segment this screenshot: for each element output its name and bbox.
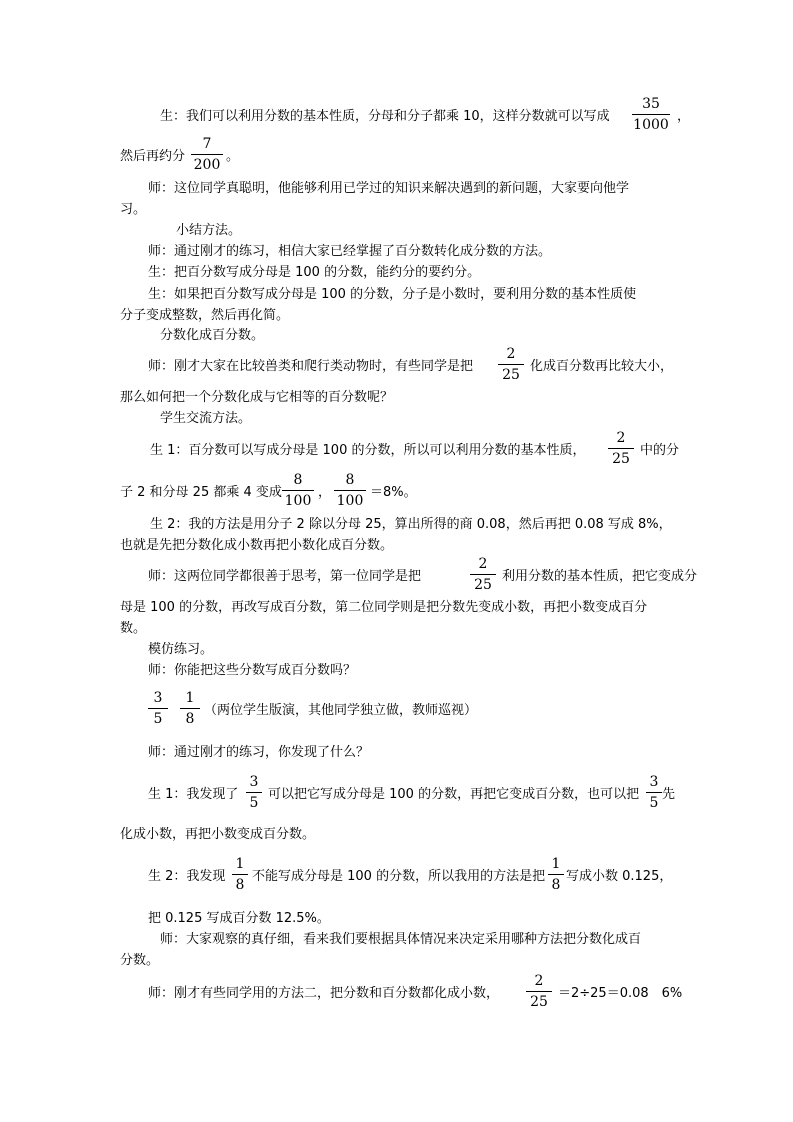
denominator: 5 <box>649 795 659 811</box>
numerator: 2 <box>506 346 516 362</box>
fraction <box>628 96 674 133</box>
text-line: 然后再约分 <box>120 149 186 164</box>
text-line: 分子变成整数，然后再化简。 <box>120 308 290 323</box>
text-line: 利用分数的基本性质，把它变成分 <box>502 569 698 584</box>
text-line: 师：刚才有些同学用的方法二，把分数和百分数都化成小数， <box>148 986 500 1001</box>
text-line: 师：大家观察的真仔细，看来我们要根据具体情况来决定采用哪种方法把分数化成百 <box>160 932 642 947</box>
denominator: 8 <box>235 877 245 893</box>
denominator: 100 <box>284 493 312 509</box>
text-line: 子 2 和分母 25 都乘 4 变成 <box>120 485 282 500</box>
text-line: 师：刚才大家在比较兽类和爬行类动物时，有些同学是把 <box>148 359 474 374</box>
text-line: 。 <box>226 149 240 164</box>
fraction-bar <box>191 154 223 155</box>
fraction-bar <box>632 114 670 115</box>
text-line: 也就是先把分数化成小数再把小数化成百分数。 <box>120 538 394 553</box>
section-heading: 模仿练习。 <box>148 642 214 657</box>
text-line: ， <box>677 109 691 124</box>
numerator: 1 <box>235 856 245 872</box>
section-heading: 小结方法。 <box>176 223 242 238</box>
text-line: 生：如果把百分数写成分母是 100 的分数，分子是小数时，要利用分数的基本性质使 <box>148 287 637 302</box>
numerator: 2 <box>478 556 488 572</box>
text-line: 师：这两位同学都很善于思考，第一位同学是把 <box>148 569 422 584</box>
text-line: （两位学生版演，其他同学独立做，教师巡视） <box>204 703 478 718</box>
text-line: 师：你能把这些分数写成百分数吗？ <box>148 663 357 678</box>
fraction <box>522 973 556 1010</box>
fraction-bar <box>498 364 524 365</box>
text-line: 化成百分数再比较大小， <box>530 359 674 374</box>
fraction-bar <box>334 490 366 491</box>
fraction <box>144 690 172 727</box>
text-line: 分数。 <box>120 953 160 968</box>
text-line: 生 2：我发现 <box>148 869 226 884</box>
section-heading: 学生交流方法。 <box>160 411 252 426</box>
text-line: 生 1：我发现了 <box>148 787 239 802</box>
text-line: 数。 <box>120 621 147 636</box>
numerator: 7 <box>202 136 212 152</box>
fraction <box>544 856 568 893</box>
fraction-bar <box>646 792 662 793</box>
denominator: 25 <box>474 577 492 593</box>
denominator: 100 <box>336 493 364 509</box>
numerator: 3 <box>153 690 163 706</box>
text-line: ＝8%。 <box>370 485 417 500</box>
fraction-bar <box>608 448 634 449</box>
text-line: 化成小数，再把小数变成百分数。 <box>120 827 316 842</box>
text-line: 把 0.125 写成百分数 12.5%。 <box>148 911 330 926</box>
fraction-bar <box>282 490 314 491</box>
fraction <box>278 472 318 509</box>
denominator: 25 <box>612 451 630 467</box>
fraction-bar <box>246 792 262 793</box>
numerator: 1 <box>551 856 561 872</box>
denominator: 5 <box>153 711 163 727</box>
denominator: 25 <box>530 994 548 1010</box>
text-line: 师：通过刚才的练习，你发现了什么？ <box>148 745 370 760</box>
fraction <box>176 690 204 727</box>
numerator: 2 <box>534 973 544 989</box>
numerator: 3 <box>649 774 659 790</box>
denominator: 1000 <box>633 117 669 133</box>
numerator: 3 <box>249 774 259 790</box>
denominator: 25 <box>502 367 520 383</box>
fraction-bar <box>180 708 200 709</box>
denominator: 200 <box>193 157 221 173</box>
numerator: 1 <box>185 690 195 706</box>
text-line: 习。 <box>120 202 147 217</box>
text-line: 生 1：百分数可以写成分母是 100 的分数，所以可以利用分数的基本性质， <box>150 443 586 458</box>
denominator: 8 <box>185 711 195 727</box>
numerator: 8 <box>293 472 303 488</box>
text-line: ＝2÷25＝0.08 6% <box>558 986 683 1001</box>
fraction <box>330 472 370 509</box>
text-line: 师：这位同学真聪明，他能够利用已学过的知识来解决遇到的新问题，大家要向他学 <box>148 181 630 196</box>
fraction-bar <box>548 874 564 875</box>
text-line: 母是 100 的分数，再改写成百分数，第二位同学则是把分数先变成小数，再把小数变成百分 <box>120 600 648 615</box>
denominator: 8 <box>551 877 561 893</box>
text-line: 生：我们可以利用分数的基本性质，分母和分子都乘 10，这样分数就可以写成 <box>160 109 610 124</box>
section-heading: 分数化成百分数。 <box>160 328 265 343</box>
fraction-bar <box>470 574 496 575</box>
text-line: 不能写成分母是 100 的分数，所以我用的方法是把 <box>252 869 546 884</box>
fraction <box>242 774 266 811</box>
text-line: 先 <box>662 787 676 802</box>
fraction <box>604 430 638 467</box>
text-line: 那么如何把一个分数化成与它相等的百分数呢？ <box>120 390 394 405</box>
fraction <box>187 136 227 173</box>
text-line: 可以把它写成分母是 100 的分数，再把它变成百分数，也可以把 <box>268 787 640 802</box>
numerator: 2 <box>616 430 626 446</box>
text-line: ， <box>318 485 332 500</box>
fraction-bar <box>526 991 552 992</box>
text-line: 生 2：我的方法是用分子 2 除以分母 25，算出所得的商 0.08，然后再把 0.08 写成 8%， <box>150 517 672 532</box>
text-line: 写成小数 0.125， <box>566 869 673 884</box>
numerator: 8 <box>345 472 355 488</box>
numerator: 35 <box>642 96 660 112</box>
text-line: 师：通过刚才的练习，相信大家已经掌握了百分数转化成分数的方法。 <box>148 244 552 259</box>
denominator: 5 <box>249 795 259 811</box>
fraction-bar <box>148 708 168 709</box>
fraction-bar <box>232 874 248 875</box>
fraction <box>494 346 528 383</box>
fraction <box>228 856 252 893</box>
text-line: 中的分 <box>640 443 680 458</box>
fraction <box>466 556 500 593</box>
text-line: 生：把百分数写成分母是 100 的分数，能约分的要约分。 <box>148 265 481 280</box>
